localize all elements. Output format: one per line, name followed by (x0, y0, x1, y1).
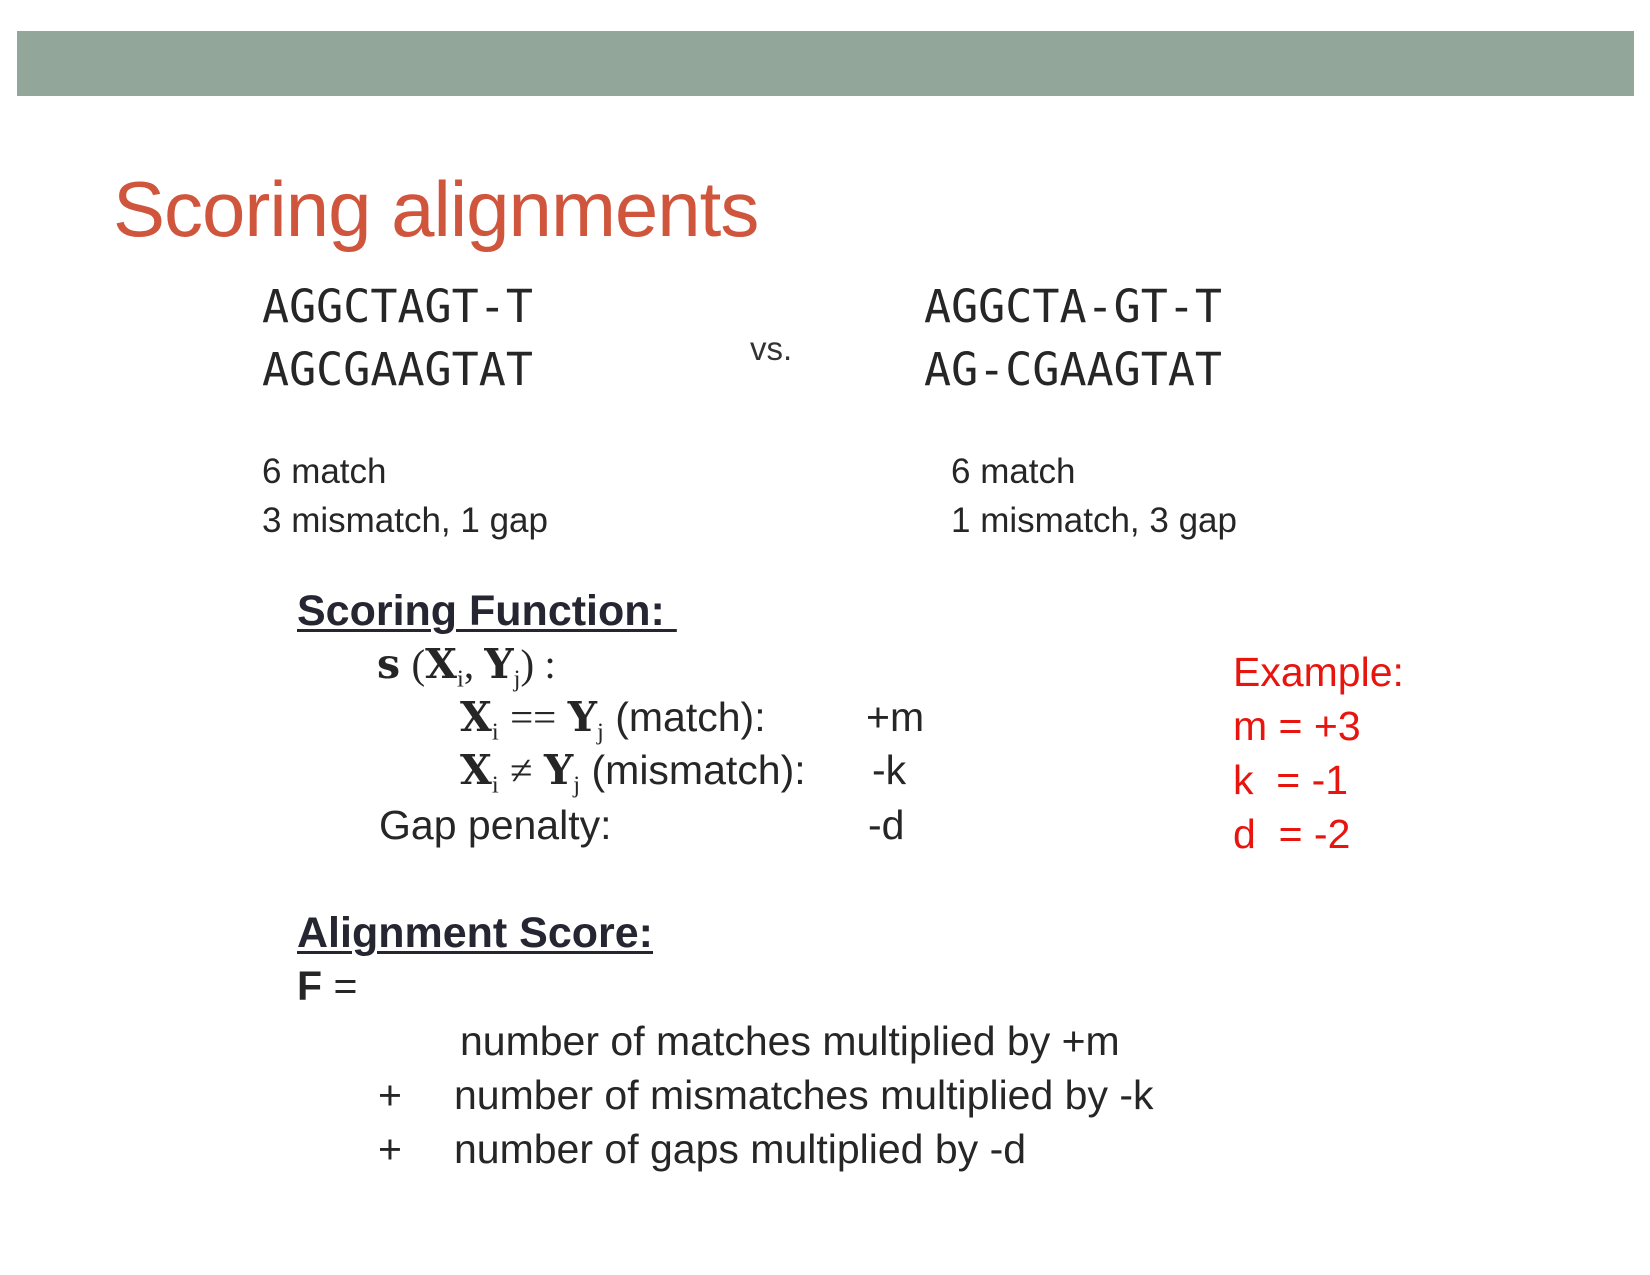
matches-term: number of matches multiplied by +m (460, 1018, 1120, 1064)
gap-penalty-label: Gap penalty: (379, 802, 612, 848)
right-mismatch-gap-count: 1 mismatch, 3 gap (951, 501, 1237, 540)
left-alignment-seq1: AGGCTAGT-T (262, 280, 533, 333)
example-k-value: k = -1 (1233, 757, 1349, 803)
match-description: (match): (615, 694, 766, 740)
mismatch-value: -k (872, 747, 907, 793)
top-banner-bar (17, 31, 1634, 96)
match-rule: $X_i == Y_j$ (match): (460, 693, 766, 746)
left-mismatch-gap-count: 3 mismatch, 1 gap (262, 501, 548, 540)
plus-sign: + (378, 1126, 402, 1172)
mismatch-rule: $X_i \ne Y_j$ (mismatch): (460, 746, 806, 799)
alignment-score-heading: Alignment Score: (297, 909, 653, 957)
right-alignment-seq1: AGGCTA-GT-T (924, 280, 1223, 333)
j-subscript: j (513, 665, 521, 693)
gap-penalty-value: -d (868, 802, 905, 848)
not-equals-operator: ≠ (510, 747, 533, 793)
x-symbol: X (425, 640, 457, 688)
left-match-count: 6 match (262, 452, 387, 491)
mismatch-description: (mismatch): (591, 747, 806, 793)
match-value: +m (866, 694, 925, 740)
example-label: Example: (1233, 649, 1404, 695)
i-subscript: i (456, 665, 464, 693)
gaps-term: number of gaps multiplied by -d (454, 1126, 1027, 1172)
f-equation-label: F = (297, 963, 358, 1009)
vs-label: vs. (750, 330, 793, 367)
plus-sign: + (378, 1072, 402, 1118)
right-match-count: 6 match (951, 452, 1076, 491)
right-alignment-seq2: AG-CGAAGTAT (924, 343, 1223, 396)
y-symbol: Y (484, 640, 514, 688)
scoring-function-heading: Scoring Function: (297, 587, 677, 635)
scoring-function-signature: s ($X_i$, $Y_j$) : (377, 640, 556, 693)
example-d-value: d = -2 (1233, 811, 1351, 857)
f-symbol: F (297, 963, 323, 1009)
example-m-value: m = +3 (1233, 703, 1361, 749)
mismatches-term: number of mismatches multiplied by -k (454, 1072, 1154, 1118)
s-symbol: s (377, 640, 401, 688)
slide-title: Scoring alignments (113, 165, 759, 253)
left-alignment-seq2: AGCGAAGTAT (262, 343, 533, 396)
equals-operator: == (510, 694, 557, 740)
